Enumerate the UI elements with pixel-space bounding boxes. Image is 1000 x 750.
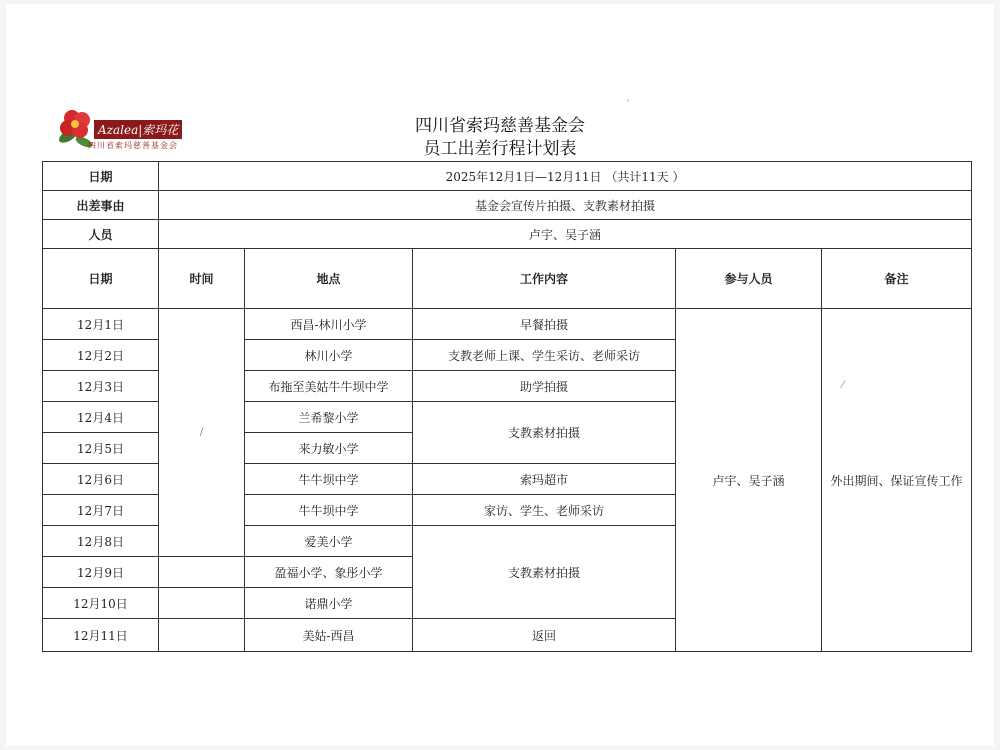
time-cell-empty	[159, 557, 245, 588]
row-date: 12月6日	[43, 464, 159, 495]
scan-speck: `	[626, 100, 631, 111]
row-date: 12月10日	[43, 588, 159, 619]
row-place: 兰希黎小学	[245, 402, 413, 433]
row-work: 支教老师上课、学生采访、老师采访	[413, 340, 676, 371]
row-place: 爱美小学	[245, 526, 413, 557]
itinerary-table	[42, 161, 972, 652]
row-date: 12月4日	[43, 402, 159, 433]
column-header-work: 工作内容	[413, 249, 676, 309]
row-date: 12月1日	[43, 309, 159, 340]
row-place: 诺鼎小学	[245, 588, 413, 619]
row-place: 西昌-林川小学	[245, 309, 413, 340]
row-work: 索玛超市	[413, 464, 676, 495]
row-date: 12月11日	[43, 619, 159, 652]
column-header-remark: 备注	[822, 249, 972, 309]
time-cell-empty	[159, 619, 245, 652]
row-date: 12月5日	[43, 433, 159, 464]
row-date: 12月7日	[43, 495, 159, 526]
column-header-row	[43, 249, 972, 309]
time-cell: /	[159, 309, 245, 557]
scan-speck: ⁄	[842, 380, 844, 391]
date-label: 日期	[43, 162, 159, 191]
row-date: 12月2日	[43, 340, 159, 371]
row-place: 牛牛坝中学	[245, 464, 413, 495]
row-place: 牛牛坝中学	[245, 495, 413, 526]
row-date: 12月9日	[43, 557, 159, 588]
column-header-place: 地点	[245, 249, 413, 309]
reason-info-row	[43, 191, 972, 220]
table-row	[43, 309, 972, 340]
document-subtitle: 员工出差行程计划表	[423, 139, 577, 159]
row-place: 布拖至美姑牛牛坝中学	[245, 371, 413, 402]
time-cell-empty	[159, 588, 245, 619]
people-label: 人员	[43, 220, 159, 249]
document-title: 四川省索玛慈善基金会	[415, 116, 585, 136]
row-work: 支教素材拍摄	[413, 526, 676, 619]
logo-wordmark: Azalea|索玛花	[94, 120, 182, 139]
row-work: 返回	[413, 619, 676, 652]
people-info-row	[43, 220, 972, 249]
row-place: 林川小学	[245, 340, 413, 371]
row-work: 早餐拍摄	[413, 309, 676, 340]
row-work: 家访、学生、老师采访	[413, 495, 676, 526]
row-date: 12月8日	[43, 526, 159, 557]
row-work: 支教素材拍摄	[413, 402, 676, 464]
column-header-participants: 参与人员	[676, 249, 822, 309]
logo-subtitle: 四川省索玛慈善基金会	[88, 141, 178, 150]
row-place: 美姑-西昌	[245, 619, 413, 652]
row-place: 盈福小学、象彤小学	[245, 557, 413, 588]
row-work: 助学拍摄	[413, 371, 676, 402]
reason-label: 出差事由	[43, 191, 159, 220]
date-value: 2025年12月1日—12月11日 （共计11天 ）	[159, 162, 972, 191]
participants-cell: 卢宇、吴子涵	[676, 309, 822, 652]
reason-value: 基金会宣传片拍摄、支教素材拍摄	[159, 191, 972, 220]
date-info-row	[43, 162, 972, 191]
remark-cell: 外出期间、保证宣传工作	[822, 309, 972, 652]
column-header-date: 日期	[43, 249, 159, 309]
row-place: 来力敏小学	[245, 433, 413, 464]
row-date: 12月3日	[43, 371, 159, 402]
column-header-time: 时间	[159, 249, 245, 309]
people-value: 卢宇、吴子涵	[159, 220, 972, 249]
